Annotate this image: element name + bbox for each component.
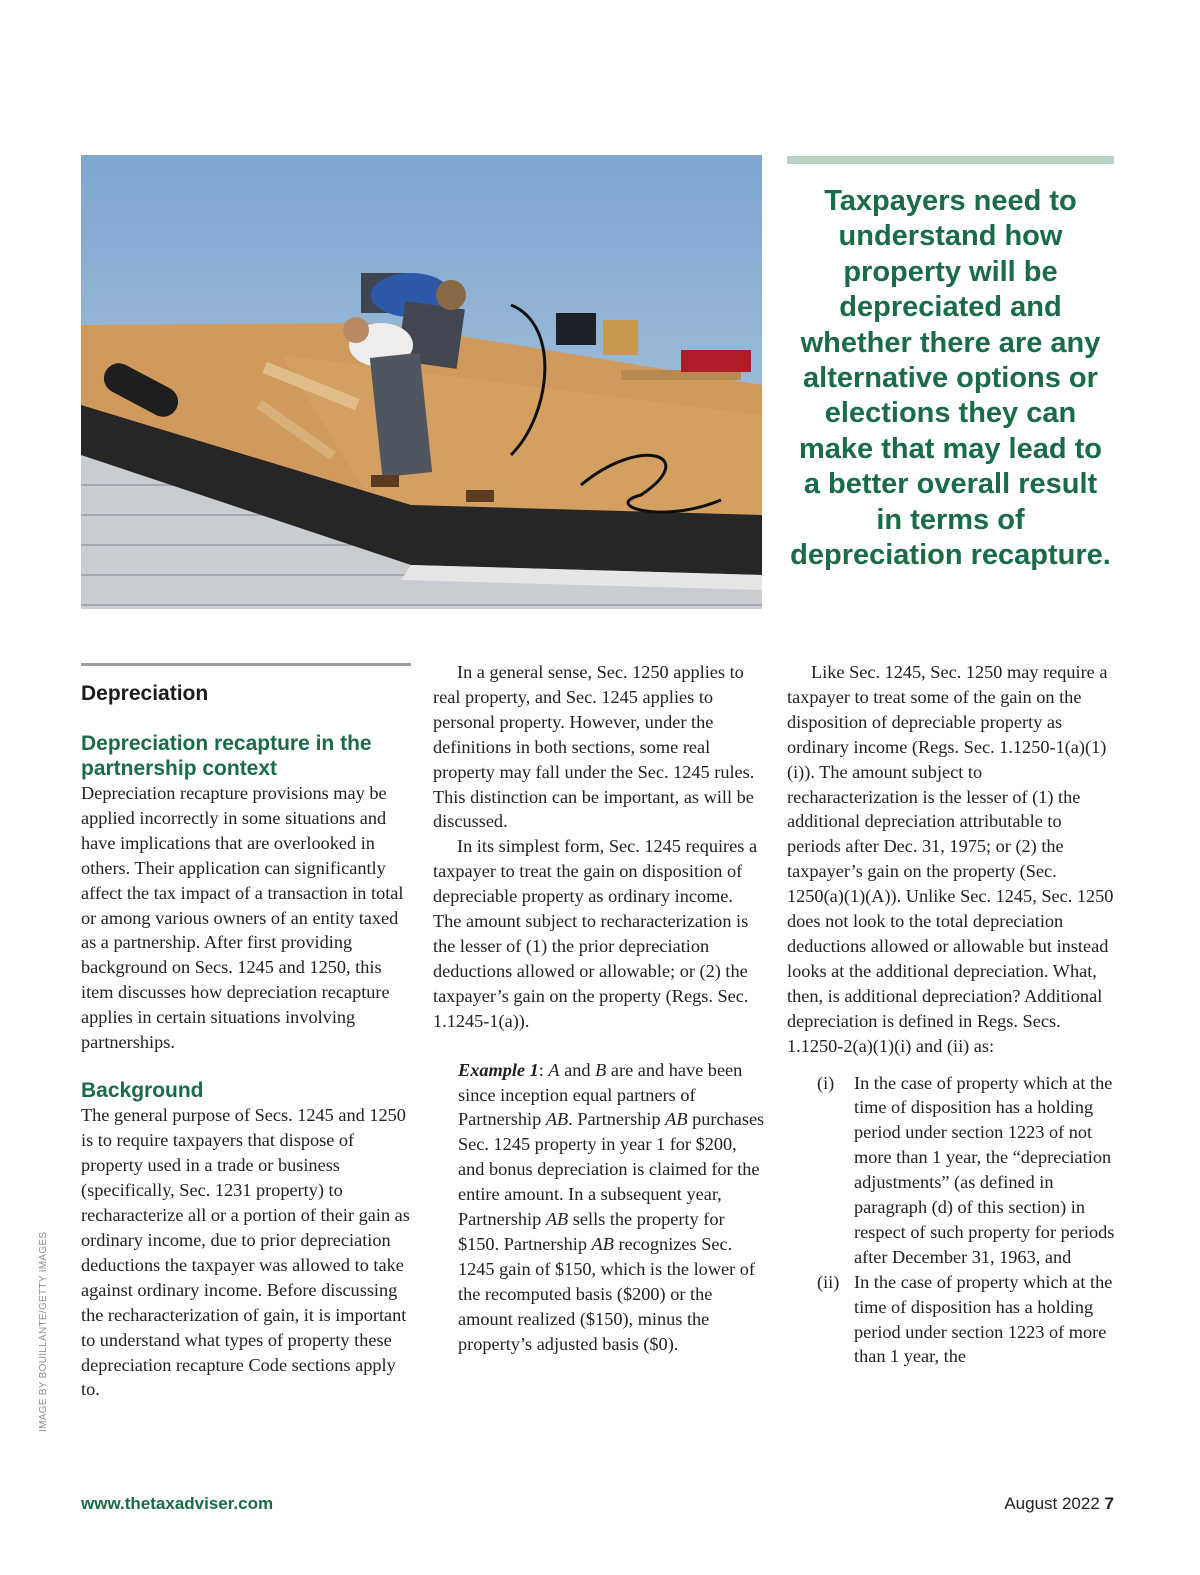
list-marker: (i) [817, 1072, 835, 1093]
photo-credit: IMAGE BY BOUILLANTE/GETTY IMAGES [38, 1231, 49, 1432]
list-marker: (ii) [817, 1271, 840, 1292]
article-column-1 [81, 663, 411, 1402]
body-paragraph: In its simplest form, Sec. 1245 requires a taxpayer to treat the gain on disposition of depreciable property as ordinary income. The amount subject to recharacterization is the lesser of (1) the prior depreciation deductions allowed or allowable; or (2) the taxpayer’s gain on the property (Regs. Sec. 1.1245-1(a)). [433, 836, 758, 1031]
list-item-text: In the case of property which at the time of disposition has a holding period under section 1223 of more than 1 year, the [854, 1271, 1113, 1367]
subheading-partnership-context: Depreciation recapture in the partnership context [81, 732, 372, 780]
footer-page-info [1004, 1494, 1114, 1514]
body-paragraph: The general purpose of Secs. 1245 and 1250 is to require taxpayers that dispose of property used in a trade or business (specifically, Sec. 1231 property) to recharacterize all or a portion of their gain as ordinary income, due to prior depreciation deductions the taxpayer was allowed to take against ordinary income. Before discussing the recharacterization of gain, it is important to understand what types of property these depreciation recapture Code sections apply to. [81, 1105, 410, 1400]
section-heading: Depreciation [81, 682, 209, 705]
page-number: 7 [1104, 1494, 1114, 1513]
roofers-illustration [81, 155, 762, 609]
section-rule [81, 663, 411, 666]
article-photo [81, 155, 762, 609]
article-column-2 [433, 660, 765, 1356]
footer-date: August 2022 [1004, 1494, 1100, 1513]
pull-quote: Taxpayers need to understand how property will be depreciated and whether there are any alternative options or elections they can make that may lead to a better overall result in terms of depreciation recapture. [790, 185, 1111, 572]
body-paragraph: In a general sense, Sec. 1250 applies to real property, and Sec. 1245 applies to personal property. However, under the definitions in both sections, some real property may fall under the Sec. 1245 rules. This distinction can be important, as will be discussed. [433, 662, 755, 832]
body-paragraph: Depreciation recapture provisions may be applied incorrectly in some situations and have implications that are overlooked in others. Their application can significantly affect the tax impact of a transaction in total or among various owners of an entity taxed as a partnership. After first providing background on Secs. 1245 and 1250, this item discusses how depreciation recapture applies in certain situations involving partnerships. [81, 783, 404, 1053]
article-column-3 [787, 660, 1117, 1369]
example-label: Example 1 [458, 1059, 539, 1080]
subheading-background: Background [81, 1078, 204, 1102]
body-paragraph: Like Sec. 1245, Sec. 1250 may require a taxpayer to treat some of the gain on the disposition of depreciable property as ordinary income (Regs. Sec. 1.1250-1(a)(1)(i)). The amount subject to recharacterization is the lesser of (1) the additional depreciation attributable to periods after Dec. 31, 1975; or (2) the taxpayer’s gain on the property (Sec. 1250(a)(1)(A)). Unlike Sec. 1245, Sec. 1250 does not look to the total depreciation deductions allowed or allowable but instead looks at the additional depreciation. What, then, is additional depreciation? Additional depreciation is defined in Regs. Secs. 1.1250-2(a)(1)(i) and (ii) as: [787, 662, 1114, 1056]
list-item-text: In the case of property which at the time of disposition has a holding period under section 1223 of not more than 1 year, the “depreciation adjustments” (as defined in paragraph (d) of this section) in respect of such property for periods after December 31, 1963, and [854, 1072, 1115, 1267]
definition-list [787, 1071, 1117, 1370]
pull-quote-rule [787, 156, 1114, 164]
example-1: Example 1: A and B are and have been since inception equal partners of Partnership AB. Partnership AB purchases Sec. 1245 property in year 1 for $200, and bonus depreciation is claimed for the entire amount. In a subsequent year, Partnership AB sells the property for $150. Partnership AB recognizes Sec. 1245 gain of $150, which is the lower of the recomputed basis ($200) or the amount realized ($150), minus the property’s adjusted basis ($0). [458, 1059, 765, 1354]
list-item [787, 1270, 1117, 1370]
list-item [787, 1071, 1117, 1270]
footer-url[interactable]: www.thetaxadviser.com [81, 1494, 274, 1513]
